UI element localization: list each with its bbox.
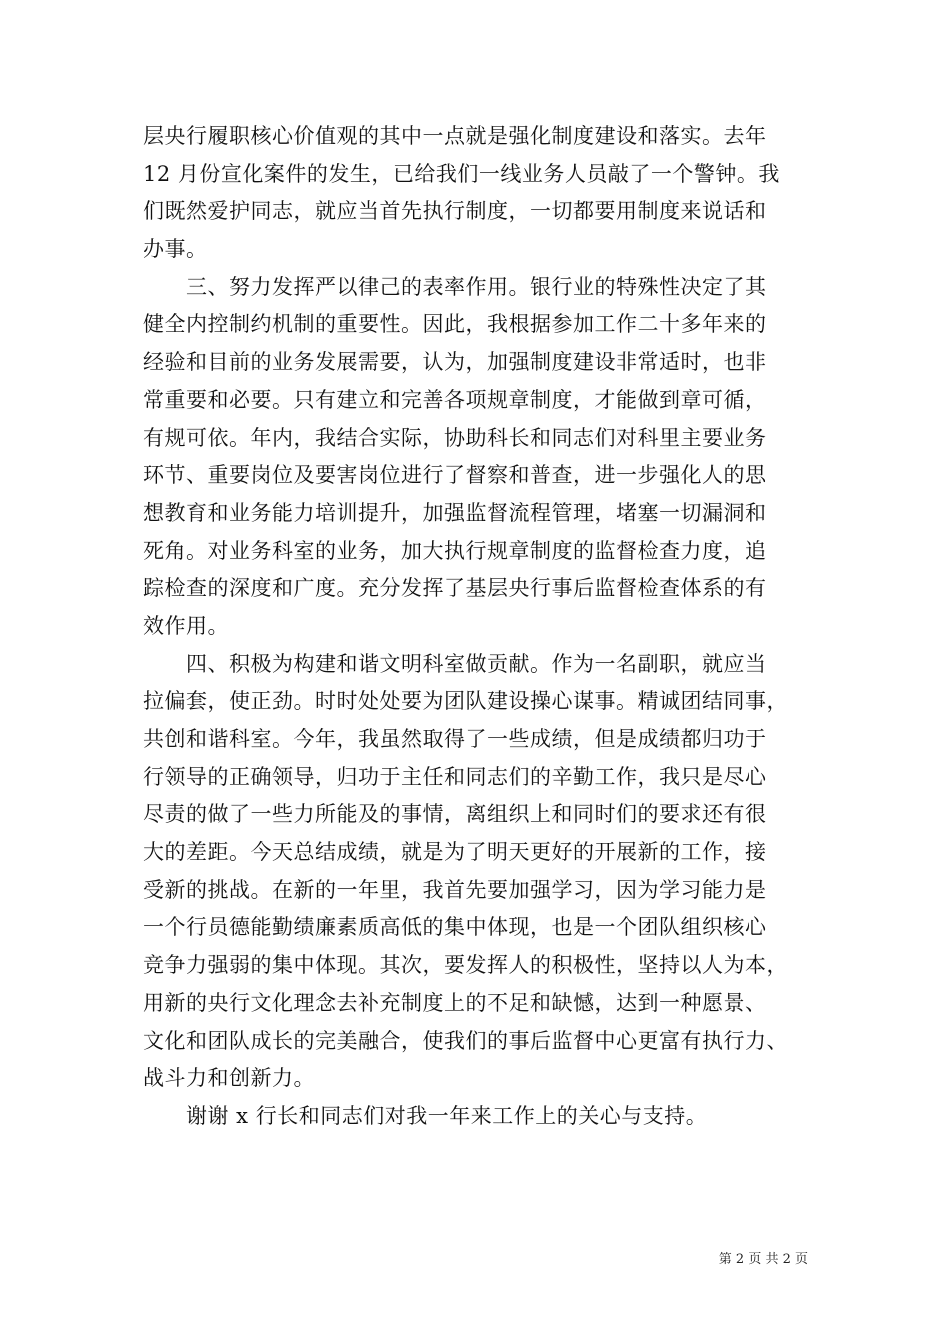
text-line: 踪检查的深度和广度。充分发挥了基层央行事后监督检查体系的有 [143,576,767,601]
text-line: 战斗力和创新力。 [143,1066,315,1091]
text-line: 用新的央行文化理念去补充制度上的不足和缺憾，达到一种愿景、 [143,990,767,1015]
text-line: 一个行员德能勤绩廉素质高低的集中体现，也是一个团队组织核心 [143,915,767,940]
page-number-footer: 第 2 页 共 2 页 [718,1252,808,1267]
text-line: 文化和团队成长的完美融合，使我们的事后监督中心更富有执行力、 [143,1028,788,1053]
text-line: 三、努力发挥严以律己的表率作用。银行业的特殊性决定了其 [143,274,767,299]
text-line: 竞争力强弱的集中体现。其次，要发挥人的积极性，坚持以人为本， [143,953,788,978]
text-line: 经验和目前的业务发展需要，认为，加强制度建设非常适时，也非 [143,350,767,375]
document-body [143,118,818,1136]
text-line: 想教育和业务能力培训提升，加强监督流程管理，堵塞一切漏洞和 [143,500,767,525]
text-line: 谢谢 x 行长和同志们对我一年来工作上的关心与支持。 [143,1103,708,1128]
text-line: 环节、重要岗位及要害岗位进行了督察和普查，进一步强化人的思 [143,463,767,488]
text-line: 四、积极为构建和谐文明科室做贡献。作为一名副职，就应当 [143,651,767,676]
text-line: 层央行履职核心价值观的其中一点就是强化制度建设和落实。去年 [143,124,767,148]
text-line: 12 月份宣化案件的发生，已给我们一线业务人员敲了一个警钟。我 [143,161,780,186]
text-line: 大的差距。今天总结成绩，就是为了明天更好的开展新的工作，接 [143,840,767,865]
text-line: 办事。 [143,237,208,262]
text-line: 常重要和必要。只有建立和完善各项规章制度，才能做到章可循， [143,387,767,412]
text-line: 尽责的做了一些力所能及的事情，离组织上和同时们的要求还有很 [143,802,767,827]
text-line: 们既然爱护同志，就应当首先执行制度，一切都要用制度来说话和 [143,199,767,224]
text-line: 共创和谐科室。今年，我虽然取得了一些成绩，但是成绩都归功于 [143,727,767,751]
text-line: 健全内控制约机制的重要性。因此，我根据参加工作二十多年来的 [143,312,767,337]
text-line: 有规可依。年内，我结合实际，协助科长和同志们对科里主要业务 [143,425,767,450]
text-line: 受新的挑战。在新的一年里，我首先要加强学习，因为学习能力是 [143,877,767,902]
text-line: 效作用。 [143,613,229,638]
text-line: 拉偏套，使正劲。时时处处要为团队建设操心谋事。精诚团结同事， [143,689,788,714]
text-line: 行领导的正确领导，归功于主任和同志们的辛勤工作，我只是尽心 [143,764,767,789]
text-line: 死角。对业务科室的业务，加大执行规章制度的监督检查力度，追 [143,538,767,563]
